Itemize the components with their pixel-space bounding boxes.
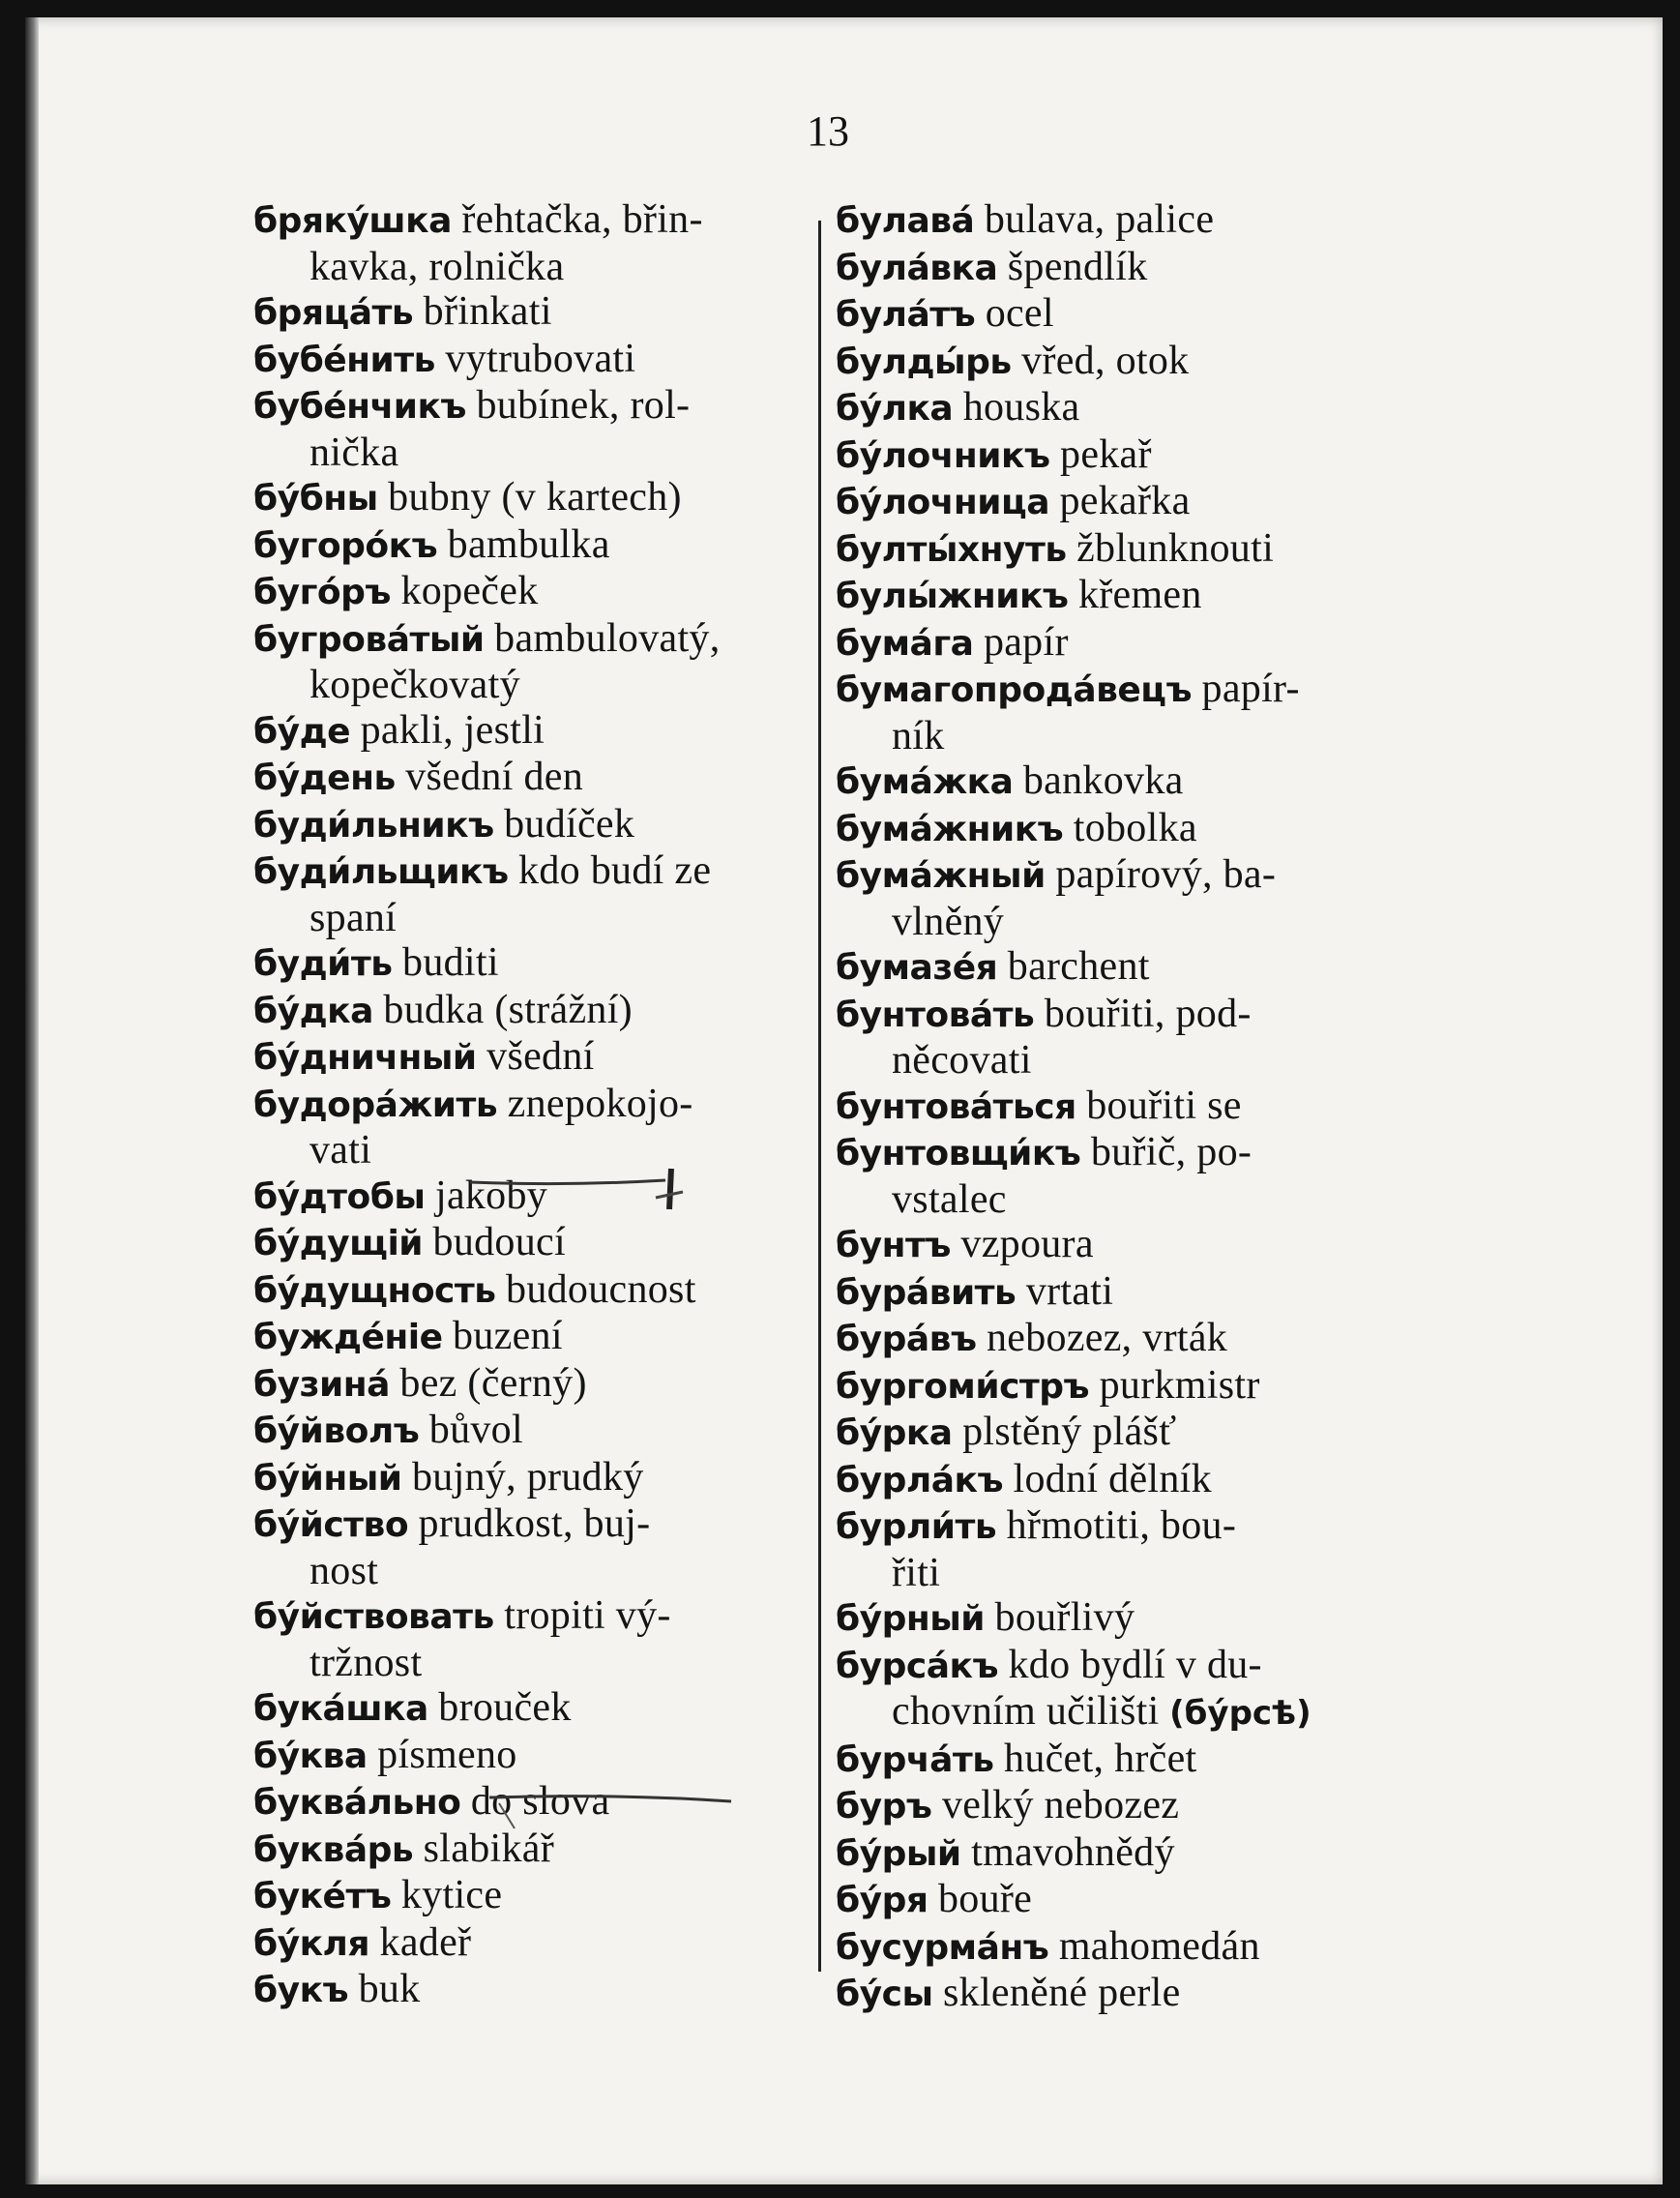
dictionary-entry — [253, 988, 834, 1035]
entry-headword: булты́хнуть — [836, 529, 1067, 570]
entry-translation: bujný, prudký — [411, 1454, 644, 1500]
dictionary-page — [25, 17, 1663, 2184]
dictionary-entry — [836, 339, 1435, 386]
dictionary-entry — [253, 1779, 834, 1827]
dictionary-entry — [253, 1173, 834, 1221]
entry-translation: bulava, palice — [984, 197, 1215, 242]
dictionary-entry — [836, 1503, 1435, 1551]
dictionary-entry — [253, 1455, 834, 1502]
dictionary-entry — [836, 758, 1435, 806]
entry-translation: bankovka — [1022, 758, 1184, 803]
dictionary-entry — [253, 1733, 834, 1780]
dictionary-entry — [253, 1920, 834, 1968]
entry-translation-continued: něcovati — [892, 1038, 1032, 1083]
entry-headword: бу́дка — [253, 991, 373, 1031]
entry-translation: řehtačka, břin- — [461, 197, 703, 242]
dictionary-entry — [836, 667, 1435, 714]
entry-translation: nebozez, vrták — [987, 1316, 1228, 1360]
entry-headword: бу́рый — [836, 1833, 961, 1874]
entry-headword: бума́жка — [836, 762, 1014, 802]
entry-headword: була́вка — [836, 248, 998, 288]
dictionary-entry — [836, 1410, 1435, 1457]
entry-headword: бу́дущій — [253, 1224, 424, 1263]
entry-translation: houska — [962, 385, 1080, 430]
entry-headword: бу́ква — [253, 1736, 368, 1776]
entry-headword: бумазе́я — [836, 948, 998, 988]
dictionary-entry — [253, 1220, 834, 1267]
entry-continuation — [836, 714, 1435, 759]
entry-translation-continued: spaní — [309, 895, 398, 940]
entry-continuation — [836, 1689, 1435, 1737]
entry-headword: бу́лочница — [836, 483, 1049, 522]
dictionary-entry — [253, 1361, 834, 1409]
entry-translation-continued: tržnost — [309, 1640, 423, 1685]
left-column — [253, 197, 834, 2014]
entry-translation: budka (strážní) — [383, 987, 633, 1032]
entry-headword: бу́ря — [836, 1881, 928, 1920]
entry-translation: písmeno — [377, 1732, 517, 1777]
entry-headword: бу́сы — [836, 1975, 933, 2014]
dictionary-entry — [836, 1269, 1435, 1317]
entry-translation: kadeř — [379, 1919, 472, 1965]
entry-headword: бунтъ — [836, 1226, 951, 1265]
entry-translation: tobolka — [1073, 805, 1197, 850]
entry-headword: бума́га — [836, 623, 974, 664]
entry-translation-continued: chovním učilišti — [892, 1689, 1160, 1734]
entry-headword: бубе́нчикъ — [253, 387, 466, 427]
dictionary-entry — [836, 385, 1435, 432]
entry-continuation — [836, 1038, 1435, 1084]
entry-headword: бу́йволъ — [253, 1411, 420, 1451]
entry-headword: бурча́ть — [836, 1739, 994, 1780]
dictionary-entry — [836, 1363, 1435, 1411]
entry-translation: papírový, ba- — [1055, 852, 1277, 897]
entry-headword: бука́шка — [253, 1689, 428, 1729]
entry-translation: všední den — [405, 755, 584, 799]
entry-headword: будора́жить — [253, 1084, 498, 1125]
entry-headword: бура́вить — [836, 1272, 1017, 1313]
entry-headword: бумагопрода́вецъ — [836, 670, 1193, 710]
entry-translation: vzpoura — [960, 1222, 1094, 1266]
entry-translation: ocel — [985, 291, 1054, 336]
entry-continuation — [253, 896, 834, 941]
dictionary-entry — [253, 1501, 834, 1549]
entry-headword: бу́день — [253, 758, 396, 798]
dictionary-entry — [253, 383, 834, 431]
entry-headword: буди́льщикъ — [253, 852, 509, 892]
entry-translation-continued: nička — [309, 430, 399, 475]
entry-headword: бума́жникъ — [836, 809, 1064, 849]
entry-headword: бунтова́ть — [836, 995, 1035, 1035]
entry-headword: бу́де — [253, 711, 351, 752]
entry-translation-continued: ník — [892, 713, 945, 758]
dictionary-entry — [836, 432, 1435, 480]
dictionary-entry — [836, 852, 1435, 900]
entry-translation: bubny (v kartech) — [388, 475, 682, 520]
entry-continuation — [253, 663, 834, 708]
entry-translation: pekař — [1060, 431, 1152, 477]
entry-translation: bubínek, rol- — [476, 383, 691, 428]
entry-translation-continued: vati — [309, 1128, 372, 1173]
entry-continuation — [253, 1549, 834, 1594]
entry-headword: булава́ — [836, 201, 975, 241]
entry-headword: бурли́ть — [836, 1507, 997, 1547]
entry-headword: бу́лка — [836, 389, 954, 429]
dictionary-entry — [836, 1877, 1435, 1924]
entry-continuation — [253, 1128, 834, 1173]
entry-headword: бунтовщи́къ — [836, 1134, 1081, 1173]
entry-headword: бу́бны — [253, 479, 378, 519]
entry-translation: vrtati — [1025, 1268, 1114, 1314]
entry-translation: purkmistr — [1099, 1362, 1260, 1408]
entry-headword: буди́льникъ — [253, 805, 494, 846]
entry-continuation — [836, 1551, 1435, 1596]
entry-translation: kytice — [400, 1873, 503, 1917]
entry-headword: бурса́къ — [836, 1646, 998, 1686]
dictionary-entry — [836, 197, 1435, 245]
entry-headword: бряца́ть — [253, 293, 414, 333]
entry-translation: bůvol — [428, 1408, 523, 1452]
entry-translation-continued: kopečkovatý — [309, 663, 520, 707]
entry-headword: бу́лочникъ — [836, 435, 1050, 476]
entry-translation: pekařka — [1059, 479, 1191, 523]
dictionary-entry — [836, 1130, 1435, 1177]
dictionary-entry — [253, 708, 834, 756]
entry-translation: znepokojo- — [507, 1081, 693, 1126]
entry-translation: hučet, hrčet — [1004, 1736, 1197, 1781]
entry-translation: budíček — [504, 801, 635, 847]
entry-headword: букъ — [253, 1971, 349, 2010]
dictionary-entry — [836, 1924, 1435, 1972]
dictionary-entry — [253, 337, 834, 384]
entry-translation: křemen — [1077, 573, 1202, 617]
entry-continuation — [836, 900, 1435, 945]
page-number: 13 — [807, 107, 849, 155]
entry-note: (бу́рсѣ) — [1169, 1694, 1312, 1733]
dictionary-entry — [836, 620, 1435, 668]
dictionary-entry — [836, 245, 1435, 292]
entry-translation: barchent — [1007, 944, 1150, 989]
entry-translation: bouřiti se — [1086, 1083, 1242, 1128]
entry-headword: бу́дущность — [253, 1270, 496, 1311]
entry-headword: бу́рный — [836, 1599, 986, 1639]
entry-headword: бузина́ — [253, 1364, 390, 1405]
dictionary-entry — [253, 755, 834, 802]
entry-translation: buřič, po- — [1090, 1130, 1253, 1174]
dictionary-entry — [836, 1084, 1435, 1131]
dictionary-entry — [836, 291, 1435, 339]
dictionary-entry — [253, 848, 834, 896]
entry-headword: буди́ть — [253, 944, 393, 984]
dictionary-entry — [253, 1685, 834, 1733]
entry-translation: lodní dělník — [1013, 1456, 1212, 1501]
entry-translation: bouřlivý — [994, 1595, 1135, 1640]
entry-headword: бугрова́тый — [253, 619, 485, 660]
entry-headword: бу́рка — [836, 1413, 953, 1453]
entry-translation: bouře — [938, 1877, 1033, 1921]
entry-headword: бубе́нить — [253, 340, 435, 380]
entry-translation: bez (černý) — [399, 1360, 587, 1406]
entry-translation: jakoby — [434, 1173, 548, 1218]
dictionary-entry — [253, 1314, 834, 1361]
entry-headword: бряку́шка — [253, 201, 452, 241]
entry-headword: бу́йный — [253, 1458, 402, 1499]
dictionary-entry — [253, 616, 834, 664]
dictionary-entry — [836, 992, 1435, 1039]
entry-translation: skleněné perle — [943, 1971, 1181, 2015]
dictionary-entry — [836, 1643, 1435, 1690]
entry-translation: brouček — [438, 1685, 572, 1730]
dictionary-entry — [836, 573, 1435, 620]
entry-headword: бу́дтобы — [253, 1176, 426, 1217]
dictionary-entry — [836, 806, 1435, 853]
entry-continuation — [253, 431, 834, 476]
entry-headword: булды́рь — [836, 342, 1012, 382]
dictionary-entry — [836, 1595, 1435, 1643]
entry-headword: булы́жникъ — [836, 577, 1069, 616]
entry-translation: bambulka — [447, 521, 610, 567]
dictionary-entry — [836, 1457, 1435, 1504]
entry-headword: бусурма́нъ — [836, 1927, 1049, 1968]
dictionary-entry — [253, 1593, 834, 1641]
entry-translation: bouřiti, pod- — [1044, 991, 1252, 1036]
entry-headword: бунтова́ться — [836, 1086, 1076, 1127]
entry-translation: hřmotiti, bou- — [1006, 1503, 1237, 1548]
dictionary-entry — [253, 475, 834, 522]
entry-translation: mahomedán — [1058, 1923, 1260, 1969]
entry-translation: tropiti vý- — [504, 1593, 671, 1638]
entry-translation: buk — [358, 1967, 421, 2011]
entry-translation: kopeček — [400, 569, 539, 613]
entry-translation: žblunknouti — [1076, 525, 1275, 571]
entry-translation: budoucí — [432, 1220, 566, 1264]
entry-translation: buzení — [453, 1314, 563, 1358]
entry-translation: velký nebozez — [941, 1783, 1180, 1827]
entry-translation: budoucnost — [506, 1266, 696, 1312]
entry-translation-continued: vstalec — [892, 1176, 1007, 1222]
entry-continuation — [253, 245, 834, 290]
entry-headword: бургоми́стръ — [836, 1366, 1090, 1407]
entry-translation: vřed, otok — [1021, 338, 1190, 383]
entry-headword: бу́йствовать — [253, 1597, 494, 1637]
dictionary-entry — [253, 802, 834, 849]
book-binding-edge — [25, 17, 39, 2184]
entry-translation: papír — [983, 619, 1069, 665]
entry-headword: буке́тъ — [253, 1877, 392, 1916]
entry-continuation — [836, 1177, 1435, 1223]
dictionary-entry — [836, 526, 1435, 574]
entry-headword: бужде́ніе — [253, 1318, 443, 1357]
entry-translation-continued: nost — [309, 1548, 379, 1593]
entry-headword: буква́льно — [253, 1783, 461, 1823]
entry-headword: була́тъ — [836, 295, 976, 335]
entry-translation: plstěný plášť — [962, 1410, 1177, 1454]
entry-translation: kdo bydlí v du- — [1008, 1642, 1262, 1687]
dictionary-entry — [253, 1873, 834, 1920]
entry-headword: бу́йство — [253, 1505, 409, 1545]
dictionary-entry — [836, 944, 1435, 992]
dictionary-entry — [253, 940, 834, 988]
entry-translation: kdo budí ze — [518, 848, 712, 893]
dictionary-entry — [253, 1408, 834, 1455]
dictionary-entry — [253, 197, 834, 245]
right-column — [836, 197, 1435, 2018]
dictionary-entry — [836, 1316, 1435, 1363]
entry-headword: бу́дничный — [253, 1038, 477, 1078]
entry-translation: špendlík — [1007, 244, 1148, 289]
entry-translation-continued: kavka, rolnička — [309, 244, 565, 289]
entry-headword: бура́въ — [836, 1320, 977, 1359]
entry-headword: буръ — [836, 1787, 932, 1827]
entry-headword: бугоро́къ — [253, 525, 438, 566]
dictionary-entry — [253, 1967, 834, 2014]
dictionary-entry — [836, 1971, 1435, 2018]
entry-headword: бума́жный — [836, 856, 1046, 896]
entry-translation-continued: vlněný — [892, 899, 1005, 944]
dictionary-entry — [253, 1034, 834, 1082]
dictionary-entry — [253, 569, 834, 616]
entry-translation: prudkost, buj- — [418, 1501, 651, 1546]
dictionary-entry — [253, 1082, 834, 1129]
entry-translation: tmavohnědý — [971, 1829, 1175, 1875]
dictionary-entry — [253, 522, 834, 570]
entry-headword: бу́кля — [253, 1923, 370, 1964]
entry-translation: vytrubovati — [445, 336, 636, 381]
dictionary-entry — [836, 1783, 1435, 1830]
entry-translation: všední — [486, 1034, 595, 1079]
entry-continuation — [253, 1641, 834, 1686]
entry-translation-continued: řiti — [892, 1550, 941, 1595]
entry-translation: papír- — [1201, 667, 1300, 711]
entry-translation: slabikář — [423, 1826, 555, 1871]
dictionary-entry — [836, 1830, 1435, 1878]
dictionary-entry — [253, 289, 834, 337]
entry-headword: буква́рь — [253, 1829, 414, 1870]
dictionary-entry — [836, 1737, 1435, 1784]
dictionary-entry — [836, 479, 1435, 526]
entry-translation: do slova — [470, 1779, 610, 1824]
entry-translation: břinkati — [423, 289, 552, 334]
dictionary-entry — [253, 1267, 834, 1315]
entry-translation: bambulovatý, — [494, 615, 721, 661]
dictionary-entry — [253, 1827, 834, 1874]
entry-translation: buditi — [402, 940, 499, 985]
entry-headword: буго́ръ — [253, 573, 391, 612]
entry-headword: бурла́къ — [836, 1460, 1004, 1500]
entry-translation: pakli, jestli — [360, 707, 545, 753]
dictionary-entry — [836, 1222, 1435, 1269]
